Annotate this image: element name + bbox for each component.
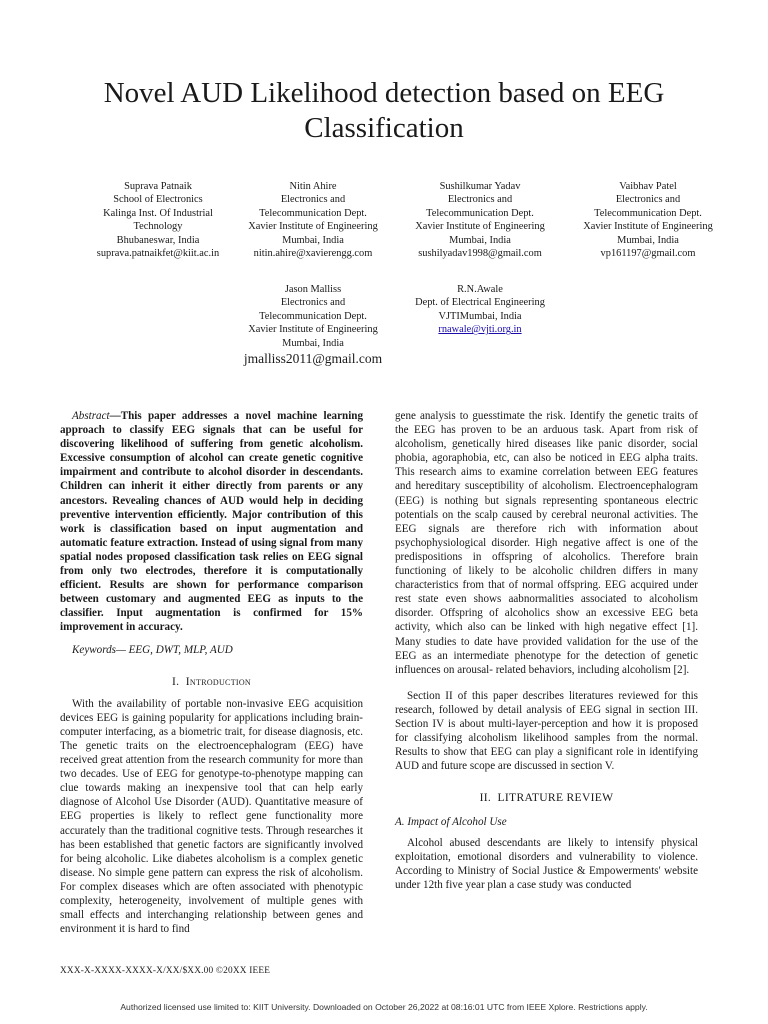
author-email-link[interactable]: rnawale@vjti.org.in	[438, 324, 522, 336]
author-email: sushilyadav1998@gmail.com	[418, 248, 542, 260]
author-affiliation: Xavier Institute of Engineering	[415, 221, 545, 233]
author-affiliation: Telecommunication Dept.	[426, 207, 534, 219]
right-column	[395, 409, 698, 892]
author-affiliation: Telecommunication Dept.	[259, 207, 367, 219]
intro-paragraph-continued: gene analysis to guesstimate the risk. Identify the genetic traits of the EEG has proven to be an arduous task. Apart from risk of alcoholism, genetically hired diseases like panic disorder, social phobia, agoraphobia, etc, can also be noticed in EEG alpha traits. This research aims to examine correlation between EEG features and hereditary susceptibility of alcoholism. Electroencephalogram (EEG) is nothing but signals representing spontaneous electric potentials on the scalp caused by cerebral neuronal activities. The EEG signals are therefore rich with information about psychophysiological disorder. High negative affect is one of the predispositions in offspring of alcoholics. Therefore brain functioning of likely to be alcoholic children differs in many characteristics from that of normal offspring. EEG acquired under rest state even shows aabnormalities associated to alcoholism disorder. Offspring of alcoholics show an excessive EEG beta activity, which also can be linked with high negative effect [1]. Many studies to date have provided validation for the use of the EEG as an intermediate phenotype for the detection of genetic influences on arousal- related behaviors, including alcoholism [2].	[395, 410, 698, 676]
author-email: suprava.patnaikfet@kiit.ac.in	[96, 248, 220, 260]
license-notice: Authorized licensed use limited to: KIIT University. Downloaded on October 26,2022 at 08:16:01 UTC from IEEE Xplore. Restrictions apply.	[120, 1002, 648, 1012]
paper-title: Novel AUD Likelihood detection based on EEG Classification	[103, 77, 665, 144]
subsection-heading: A. Impact of Alcohol Use	[395, 816, 507, 829]
copyright-code: XXX-X-XXXX-XXXX-X/XX/$XX.00 ©20XX IEEE	[60, 966, 271, 976]
author-block	[395, 283, 565, 337]
intro-paragraph: With the availability of portable non-invasive EEG acquisition devices EEG is gaining popularity for applications including brain-computer interfacing, as a biometric trait, for disease diagnosis, etc. The genetic traits on the electroencephalogram (EEG) have received great attention from the research community for more than two decades. Use of EEG for genotype-to-phenotype mapping can clue towards making an inexpensive tool that can help early diagnose of Alcohol Use Disorder (AUD). Quantitative measure of EEG properties is likely to reflect gene functionality more accurately than the traditional cognitive tests. Through researches it has been established that genetic factors are significantly involved for being alcoholic. Like diabetes alcoholism is a complex genetic disease. No simple gene pattern can express the risk of alcoholism. For complex diseases which are often associated with phenotypic complexity, heterogeneity, involvement of multiple genes with small effects and interchanging relationship between genes and environment it is hard to find	[60, 697, 363, 936]
intro-paragraph-outline: Section II of this paper describes literatures reviewed for this research, followed by detail analysis of EEG signal in section III. Section IV is about multi-layer-perception and how it is proposed for classifying alcoholism likelihood samples from the normal. Results to show that EEG can play a significant role in identifying AUD and future scope are discussed in section V.	[395, 689, 698, 773]
author-location: Bhubaneswar, India	[116, 234, 200, 246]
author-location: VJTIMumbai, India	[438, 310, 522, 322]
author-block	[395, 180, 565, 260]
author-affiliation: Xavier Institute of Engineering	[583, 221, 713, 233]
section-heading-introduction: I. Introduction	[172, 674, 251, 688]
author-affiliation: Telecommunication Dept.	[594, 207, 702, 219]
author-affiliation: Electronics and	[280, 194, 346, 206]
author-block	[228, 283, 398, 367]
author-name: Suprava Patnaik	[124, 181, 192, 192]
author-affiliation: Technology	[133, 221, 183, 233]
author-affiliation: Electronics and	[447, 194, 513, 206]
author-name: Sushilkumar Yadav	[439, 181, 521, 192]
author-name: Vaibhav Patel	[619, 181, 677, 192]
author-email: nitin.ahire@xavierengg.com	[253, 248, 373, 260]
author-affiliation: Dept. of Electrical Engineering	[415, 297, 545, 309]
abstract-lead: Abstract	[72, 410, 110, 422]
author-name: Nitin Ahire	[289, 181, 337, 192]
author-email: jmalliss2011@gmail.com	[243, 351, 383, 367]
abstract-text: —This paper addresses a novel machine learning approach to classify EEG signals that can be useful for discovering likelihood of suffering from genetic alcoholism. Excessive consumption of alcohol can create genetic cognitive impairment and contribute to alcohol disorder in descendants. Children can inherit it either directly from parents or any ancestors. Revealing chances of AUD would help in deciding preventive intervention efficiently. Major contribution of this work is classification based on input augmentation and automatic feature extraction. Instead of using signal from many spatial nodes proposed classification task relies on EEG signal from only two electrodes, therefore it is computationally efficient. Results are shown for performance comparison between customary and augmented EEG as inputs to the classifier. Input augmentation is confirmed for 15% improvement in accuracy.	[60, 410, 363, 634]
author-block	[73, 180, 243, 260]
author-location: Mumbai, India	[449, 234, 511, 246]
author-affiliation: School of Electronics	[113, 194, 203, 206]
author-email: vp161197@gmail.com	[600, 248, 696, 260]
author-name: Jason Malliss	[284, 284, 342, 295]
author-location: Mumbai, India	[617, 234, 679, 246]
author-affiliation: Electronics and	[615, 194, 681, 206]
left-column	[60, 409, 363, 936]
author-affiliation: Telecommunication Dept.	[259, 310, 367, 322]
author-affiliation: Xavier Institute of Engineering	[248, 221, 378, 233]
author-affiliation: Xavier Institute of Engineering	[248, 324, 378, 336]
author-location: Mumbai, India	[282, 234, 344, 246]
abstract	[60, 409, 363, 635]
author-affiliation: Kalinga Inst. Of Industrial	[103, 207, 213, 219]
section-heading-literature-review: II. LITRATURE REVIEW	[479, 791, 614, 805]
keywords: Keywords— EEG, DWT, MLP, AUD	[72, 643, 233, 656]
author-name: R.N.Awale	[457, 284, 503, 295]
literature-paragraph: Alcohol abused descendants are likely to intensify physical exploitation, emotional disorders and vulnerability to violence. According to Ministry of Social Justice & Empowerments' website under 12th five year plan a case study was conducted	[395, 836, 698, 891]
author-affiliation: Electronics and	[280, 297, 346, 309]
author-block	[563, 180, 733, 260]
author-block	[228, 180, 398, 260]
author-location: Mumbai, India	[282, 337, 344, 349]
